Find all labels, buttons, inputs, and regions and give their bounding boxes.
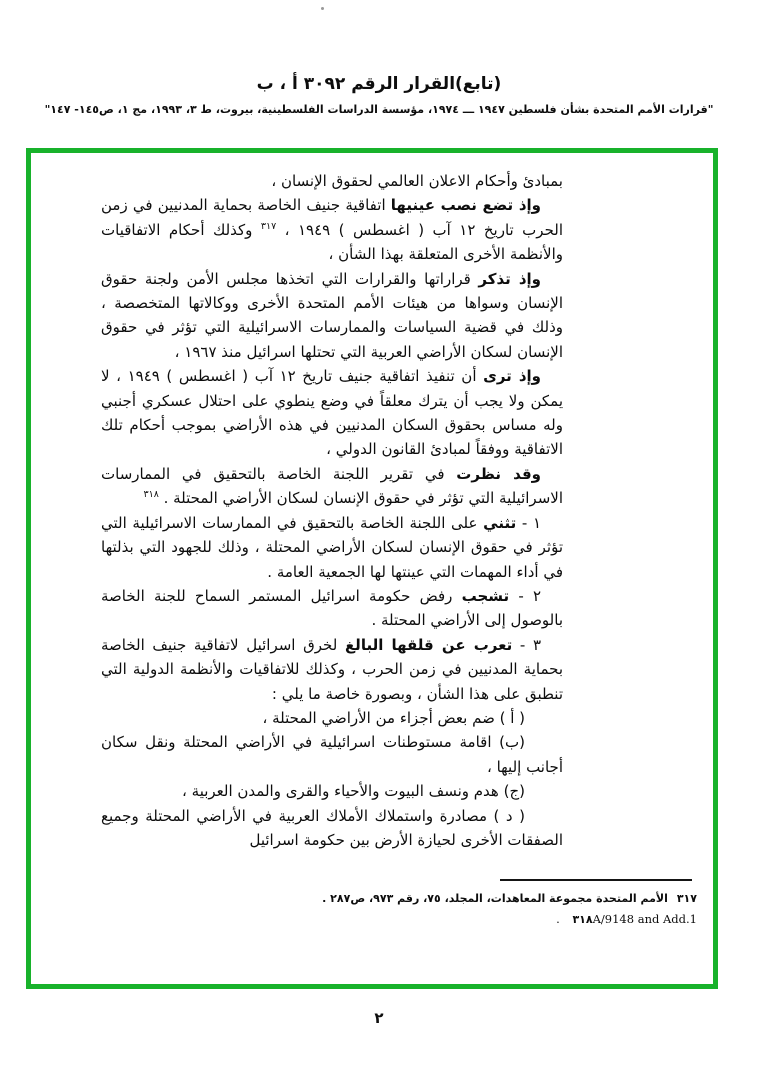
text-segment: رفض حكومة اسرائيل المستمر السماح للجنة الخاصة بالوصول إلى الأراضي المحتلة .: [101, 586, 563, 630]
footnote-marker: ٣١٧: [676, 892, 697, 905]
text-segment: ( د ) مصادرة واستملاك الأملاك العربية في الأراضي المحتلة وجميع الصفقات الأخرى لحيازة الأرض بين حكومة اسرائيل: [101, 806, 563, 849]
resolution-title: (تابع)القرار الرقم ٣٠٩٢ أ ، ب: [256, 74, 502, 94]
paragraph: [101, 462, 563, 511]
footnote-divider: [500, 879, 692, 881]
source-citation: "قرارات الأمم المتحدة بشأن فلسطين ١٩٤٧ ـــ ١٩٧٤، مؤسسة الدراسات الفلسطينية، بيروت، ط ٣، ١٩٩٣، مج ١، ص١٤٥- ١٤٧": [44, 103, 714, 116]
paragraph: [101, 633, 563, 706]
resolution-body: [101, 169, 563, 852]
paragraph: [101, 267, 563, 365]
paragraph: [101, 193, 563, 266]
text-segment: أن تنفيذ اتفاقية جنيف تاريخ ١٢ آب ( اغسطس ) ١٩٤٩ ، لا يمكن ولا يجب أن يترك معلقاً في وضع ينطوي على احتلال عسكري أجنبي وله مساس بحقوق السكان المدنيين في هذه الأراضي بموجب أحكام تلك الاتفاقية ووفقاً لمبادئ القانون الدولي ،: [101, 367, 563, 459]
page-number: ٢: [374, 1009, 384, 1027]
green-border-frame: [26, 148, 718, 989]
footnote-list: [157, 888, 697, 930]
text-segment: في تقرير اللجنة الخاصة بالتحقيق في الممارسات الاسرائيلية التي تؤثر في حقوق الإنسان لسكان الأراضي المحتلة .: [101, 464, 563, 508]
text-segment: وكذلك أحكام الاتفاقيات والأنظمة الأخرى المتعلقة بهذا الشأن ،: [101, 220, 563, 264]
footnote-section: [157, 879, 697, 930]
text-segment: ٢ -: [509, 586, 541, 605]
paragraph: [101, 804, 563, 853]
text-segment: تشجب: [461, 586, 510, 605]
footnote-text: الأمم المتحدة مجموعة المعاهدات، المجلد، ٧٥، رقم ٩٧٣، ص٢٨٧ .: [322, 892, 668, 905]
paragraph: [101, 730, 563, 779]
text-segment: اتفاقية جنيف الخاصة بحماية المدنيين في زمن الحرب تاريخ ١٢ آب ( اغسطس ) ١٩٤٩ ،: [101, 196, 563, 239]
footnote-reference: ٣١٧: [260, 220, 277, 232]
paragraph: [101, 706, 563, 730]
paragraph: [101, 169, 563, 193]
footnote-item: [157, 888, 697, 909]
text-segment: (ج) هدم ونسف البيوت والأحياء والقرى والمدن العربية ،: [182, 782, 525, 801]
paragraph: [101, 584, 563, 633]
text-segment: على اللجنة الخاصة بالتحقيق في الممارسات الاسرائيلية التي تؤثر في حقوق الإنسان لسكان الأراضي المحتلة ، وذلك للجهود التي بذلتها في أداء المهمات التي عينتها لها الجمعية العامة .: [101, 513, 563, 581]
footnote-item: [157, 909, 697, 930]
text-segment: بمبادئ وأحكام الاعلان العالمي لحقوق الإنسان ،: [271, 172, 563, 190]
paragraph: [101, 511, 563, 584]
scan-artifact-dot: [321, 7, 324, 10]
footnote-marker: ٣١٨: [572, 913, 593, 926]
text-segment: قراراتها والقرارات التي اتخذها مجلس الأمن ولجنة حقوق الإنسان وسواها من هيئات الأمم المتحدة الأخرى ووكالاتها المتخصصة ، وذلك في قضية السياسات والممارسات الاسرائيلية التي تؤثر في حقوق الإنسان لسكان الأراضي العربية التي تحتلها اسرائيل منذ ١٩٦٧ ،: [101, 269, 563, 361]
text-segment: ١ -: [516, 513, 541, 532]
text-segment: وإذ تضع نصب عينيها: [390, 196, 541, 215]
text-segment: وقد نظرت: [456, 464, 541, 483]
text-segment: وإذ تذكر: [478, 269, 541, 288]
text-segment: ٣ -: [512, 635, 541, 654]
text-segment: (ب) اقامة مستوطنات اسرائيلية في الأراضي المحتلة ونقل سكان أجانب إليها ،: [101, 733, 563, 776]
text-segment: تعرب عن قلقها البالغ: [344, 635, 513, 654]
text-segment: تثني: [483, 513, 517, 532]
footnote-reference: ٣١٨: [143, 489, 159, 501]
paragraph: [101, 364, 563, 462]
text-segment: ( أ ) ضم بعض أجزاء من الأراضي المحتلة ،: [262, 708, 525, 727]
paragraph: [101, 779, 563, 803]
footnote-text: A/9148 and Add.1 .: [556, 912, 697, 926]
text-segment: وإذ ترى: [483, 367, 541, 386]
text-segment: لخرق اسرائيل لاتفاقية جنيف الخاصة بحماية المدنيين في زمن الحرب ، وكذلك للاتفاقيات والأنظمة الدولية التي تنطبق على هذا الشأن ، وبصورة خاصة ما يلي :: [101, 635, 563, 703]
